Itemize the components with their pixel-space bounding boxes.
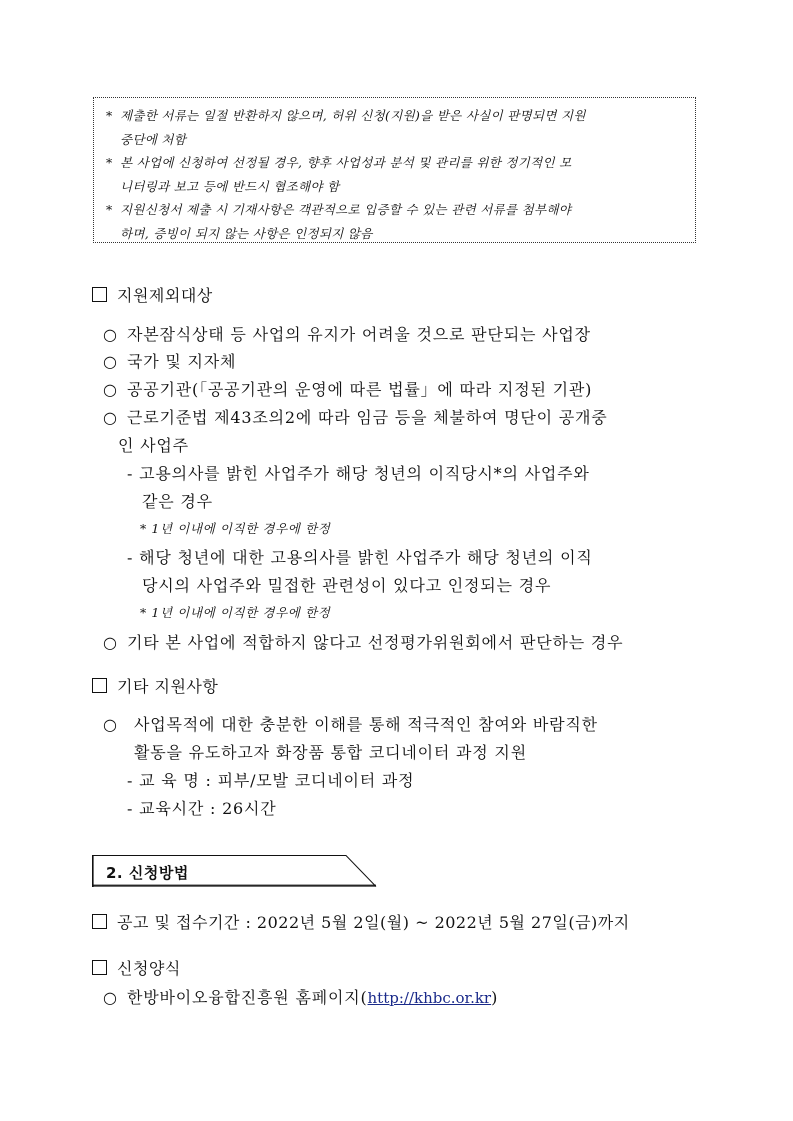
section-title: 2. 신청방법: [106, 864, 189, 882]
note-item: [106, 151, 685, 198]
excluded-heading-text: 지원제외대상: [117, 286, 213, 305]
excluded-footnote: * 1년 이내에 이직한 경우에 한정: [140, 521, 331, 536]
excluded-detail: - 고용의사를 밝힌 사업주가 해당 청년의 이직당시*의 사업주와: [127, 464, 590, 483]
course-name: - 교 육 명 : 피부/모발 코디네이터 과정: [127, 771, 415, 790]
application-form-heading: [92, 956, 181, 979]
other-support-heading-text: 기타 지원사항: [117, 677, 219, 696]
note-line: 니터링과 보고 등에 반드시 협조해야 함: [120, 178, 340, 194]
note-star: *: [106, 202, 113, 217]
checkbox-square-icon: [92, 960, 107, 975]
note-item: [106, 198, 685, 245]
section-tab: [92, 855, 377, 887]
application-site-text: 한방바이오융합진흥원 홈페이지(: [127, 988, 368, 1007]
circle-bullet-icon: ○: [103, 325, 118, 344]
excluded-item-text: 자본잠식상태 등 사업의 유지가 어려울 것으로 판단되는 사업장: [127, 325, 591, 344]
excluded-detail: - 해당 청년에 대한 고용의사를 밝힌 사업주가 해당 청년의 이직: [127, 548, 593, 567]
application-site-close: ): [491, 988, 499, 1007]
circle-bullet-icon: ○: [103, 352, 118, 371]
other-support-heading: [92, 674, 218, 697]
excluded-item-text: 근로기준법 제43조의2에 따라 임금 등을 체불하여 명단이 공개중: [127, 408, 608, 427]
note-line: 지원신청서 제출 시 기재사항은 객관적으로 입증할 수 있는 관련 서류를 첨부해야: [120, 202, 572, 217]
homepage-link[interactable]: http://khbc.or.kr: [367, 989, 492, 1007]
application-period: [92, 910, 630, 933]
note-line: 하며, 증빙이 되지 않는 사항은 인정되지 않음: [120, 225, 373, 241]
excluded-item: [103, 377, 592, 400]
application-site: [103, 985, 498, 1008]
checkbox-square-icon: [92, 678, 107, 693]
application-form-heading-text: 신청양식: [117, 959, 181, 978]
excluded-detail-continued: 당시의 사업주와 밀접한 관련성이 있다고 인정되는 경우: [142, 576, 552, 595]
excluded-item: [103, 349, 236, 372]
note-star: *: [106, 155, 113, 170]
excluded-item-text: 기타 본 사업에 적합하지 않다고 선정평가위원회에서 판단하는 경우: [127, 633, 624, 652]
circle-bullet-icon: ○: [103, 408, 118, 427]
excluded-heading: [92, 283, 213, 306]
excluded-item-continued: 인 사업주: [118, 436, 189, 455]
circle-bullet-icon: ○: [103, 633, 118, 652]
circle-bullet-icon: ○: [103, 988, 118, 1007]
course-hours: - 교육시간 : 26시간: [127, 799, 277, 818]
excluded-item-text: 국가 및 지자체: [127, 352, 237, 371]
circle-bullet-icon: ○: [103, 715, 118, 734]
excluded-item: [103, 322, 591, 345]
note-item: [106, 104, 685, 151]
notice-box: [93, 97, 696, 243]
note-star: *: [106, 108, 113, 123]
other-support-item-continued: 활동을 유도하고자 화장품 통합 코디네이터 과정 지원: [134, 743, 527, 762]
other-support-item-text: 사업목적에 대한 충분한 이해를 통해 적극적인 참여와 바람직한: [134, 715, 598, 734]
note-line: 중단에 처함: [120, 131, 187, 147]
excluded-detail-continued: 같은 경우: [142, 492, 213, 511]
circle-bullet-icon: ○: [103, 380, 118, 399]
checkbox-square-icon: [92, 914, 107, 929]
note-line: 본 사업에 신청하여 선정될 경우, 향후 사업성과 분석 및 관리를 위한 정기적인 모: [120, 155, 572, 170]
application-period-text: 공고 및 접수기간 : 2022년 5월 2일(월) ~ 2022년 5월 27일(금)까지: [117, 913, 630, 932]
note-line: 제출한 서류는 일절 반환하지 않으며, 허위 신청(지원)을 받은 사실이 판명되면 지원: [120, 108, 586, 123]
checkbox-square-icon: [92, 287, 107, 302]
excluded-item: [103, 630, 623, 653]
excluded-item-text: 공공기관(「공공기관의 운영에 따른 법률」에 따라 지정된 기관): [127, 380, 593, 399]
other-support-item: [103, 712, 598, 735]
excluded-footnote: * 1년 이내에 이직한 경우에 한정: [140, 605, 331, 620]
excluded-item: [103, 405, 608, 428]
